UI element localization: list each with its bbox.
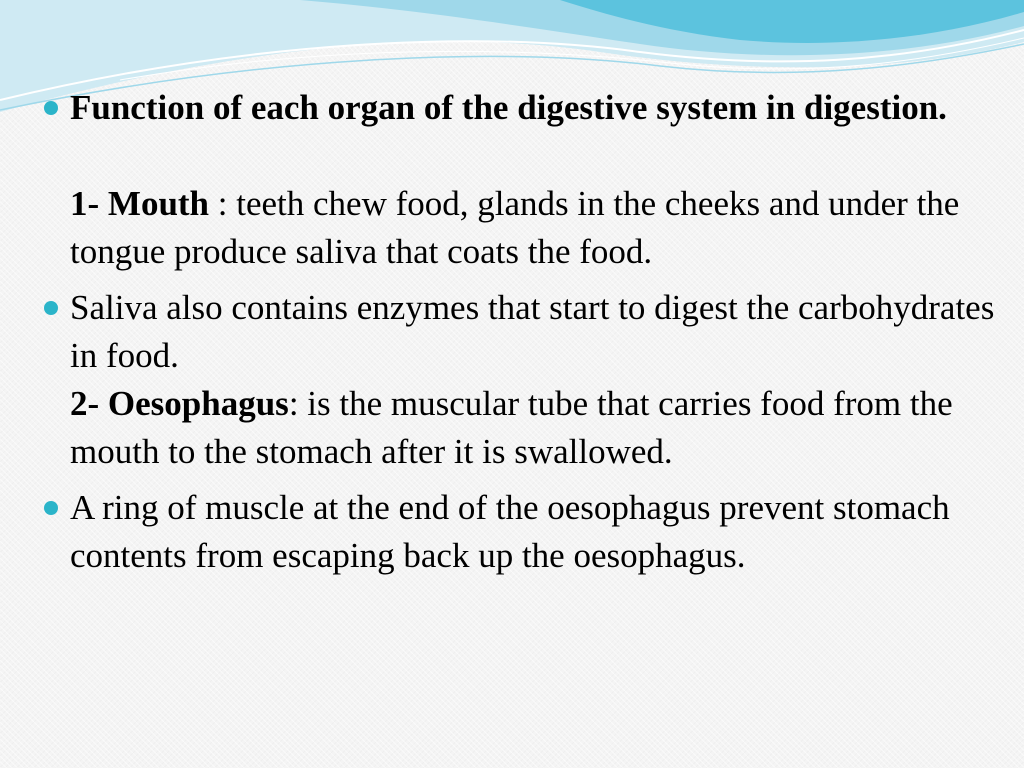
saliva-paragraph: Saliva also contains enzymes that start to digest the carbohydrates in food.: [70, 288, 995, 375]
bullet-icon: [44, 501, 58, 515]
muscle-ring-paragraph: A ring of muscle at the end of the oesophagus prevent stomach contents from escaping back up the oesophagus.: [70, 488, 950, 575]
mouth-label: 1- Mouth: [70, 184, 210, 223]
oesophagus-label: 2- Oesophagus: [70, 384, 289, 423]
bullet-icon: [44, 101, 58, 115]
bullet-title-block: [40, 84, 1000, 276]
oesophagus-paragraph: [70, 380, 1000, 476]
bullet-icon: [44, 301, 58, 315]
blank-line: [70, 132, 1000, 180]
slide-content: [40, 84, 1000, 580]
mouth-paragraph: [70, 180, 1000, 276]
mouth-description: : teeth chew food, glands in the cheeks and under the tongue produce saliva that coats the food.: [70, 184, 960, 271]
oesophagus-description: : is the muscular tube that carries food from the mouth to the stomach after it is swallowed.: [70, 384, 953, 471]
slide-title: Function of each organ of the digestive system in digestion.: [70, 88, 947, 127]
bullet-saliva-block: [40, 284, 1000, 476]
bullet-muscle-ring-block: [40, 484, 1000, 580]
